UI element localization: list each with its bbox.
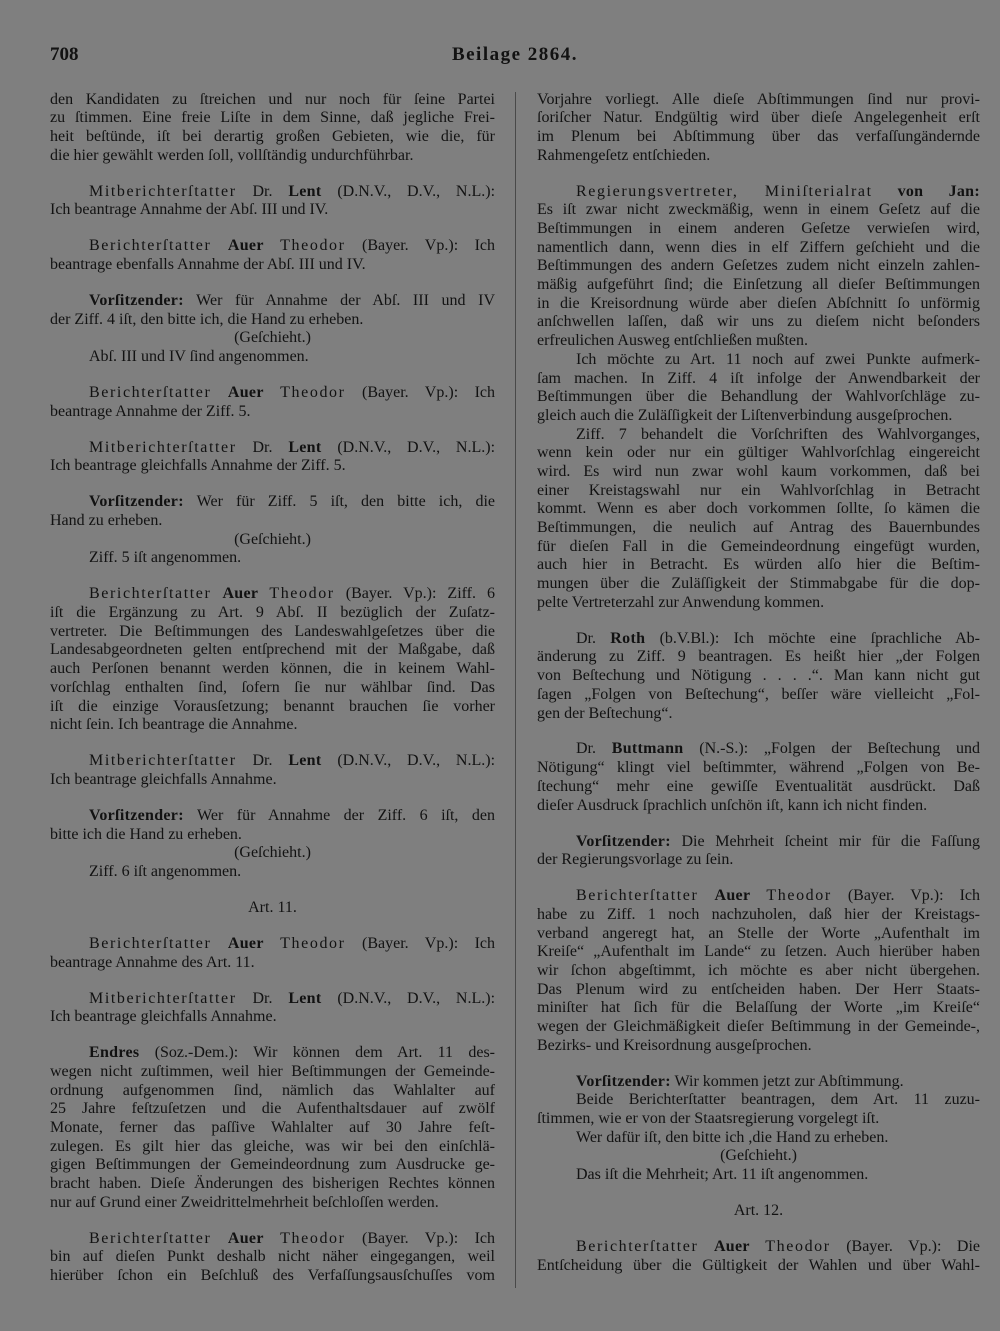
text-line: zulegen. Es gilt hier das gleiche, was wir bei den einſchlä- (50, 1137, 495, 1155)
section (50, 899, 495, 918)
section (537, 183, 980, 613)
section (50, 439, 495, 476)
section (537, 91, 980, 166)
speaker-name: Lent (288, 438, 322, 456)
speaker-name: Vorſitzender: (576, 832, 671, 850)
speaker-name: Auer (227, 237, 264, 255)
paragraph (50, 183, 495, 220)
text-line: gleich auch die Zuläſſigkeit der Liſtenverbindung ausgeſprochen. (537, 406, 953, 424)
section (537, 833, 980, 870)
text-line: Ziff. 7 behandelt die Vorſchriften des Wahlvorganges, (576, 425, 980, 443)
speaker-role: Theodor (280, 384, 346, 402)
left-column (50, 91, 495, 1286)
text-line: auch Perſonen benannt werden können, die in keinem Wahl- (50, 660, 495, 678)
text-line: Rahmengeſetz entſchieden. (537, 146, 711, 164)
text-line: Beſtimmungen in einem anderen Geſetze verwieſen wird, (537, 220, 980, 238)
speaker-name: Lent (288, 752, 322, 770)
text-run: (D.N.V., D.V., N.L.): (321, 182, 495, 200)
text-line (537, 887, 980, 906)
section (50, 237, 495, 274)
paragraph (537, 1091, 980, 1128)
text-line (537, 1073, 980, 1092)
speaker-role: Mitberichterſtatter (89, 438, 237, 456)
text-run: (Bayer. Vp.): Ziff. 6 (334, 585, 495, 603)
text-line: miniſter hat ſich für die Belaſſung der Worte „im Kreiſe“ (537, 999, 980, 1017)
text-line: ſoriſcher Natur. Endgültig wird über dieſe Angelegenheit erſt (537, 109, 980, 127)
speaker-role: Theodor (269, 585, 335, 603)
paragraph (50, 549, 495, 568)
text-line: namentlich dann, wenn dies in elf Ziffern geſchieht und die (537, 238, 980, 256)
text-line: bitte ich die Hand zu erheben. (50, 825, 242, 843)
text-run (211, 585, 222, 602)
text-line: iſt die einzige Vorausſetzung; benannt brauchen ſie vorher (50, 697, 495, 715)
section (537, 1073, 980, 1185)
speaker-role: Theodor (280, 237, 346, 255)
speaker-role: Berichterſtatter (576, 1238, 699, 1256)
text-run: (b.V.Bl.): Ich möchte eine ſprachliche Ab- (645, 629, 980, 647)
section (537, 630, 980, 723)
text-line: im Plenum bei Abſtimmung über das verfaſſungändernde (537, 127, 980, 145)
paragraph (50, 439, 495, 476)
text-line: der Regierungsvorlage zu ſein. (537, 851, 734, 869)
text-run (750, 887, 766, 904)
section (537, 887, 980, 1055)
text-run: (D.N.V., D.V., N.L.): (321, 989, 495, 1007)
paragraph (50, 237, 495, 274)
speaker-name: von Jan: (897, 182, 980, 200)
text-line: Hand zu erheben. (50, 512, 163, 530)
text-line: Ziff. 6 iſt angenommen. (89, 862, 242, 880)
text-line: Vorjahre vorliegt. Alle dieſe Abſtimmungen ſind nur provi- (537, 90, 980, 108)
text-line: 25 Jahre feſtzuſetzen und die Aufenthaltsdauer auf zwölf (50, 1100, 495, 1118)
paragraph (537, 887, 980, 1055)
text-line: von Beſtechung und Nötigung . . . .“. Man kann nicht gut (537, 667, 980, 685)
text-run: Dr. (236, 438, 289, 456)
text-line: nur auf Grund einer Zweidrittelmehrheit beſchloſſen werden. (50, 1193, 439, 1211)
section-heading (537, 1202, 980, 1221)
text-run (211, 384, 227, 401)
text-run: (N.-S.): „Folgen der Beſtechung und (683, 740, 980, 758)
section (50, 91, 495, 166)
speaker-name: Auer (227, 384, 264, 402)
text-line (50, 292, 495, 311)
text-line: beantrage Annahme der Ziff. 5. (50, 402, 251, 420)
section (50, 292, 495, 367)
text-line: Ich beantrage gleichfalls Annahme der Ziff. 5. (50, 457, 346, 475)
paragraph (537, 351, 980, 426)
speaker-role: Mitberichterſtatter (89, 752, 237, 770)
section (50, 384, 495, 421)
text-line: der Ziff. 4 iſt, den bitte ich, die Hand zu erheben. (50, 310, 364, 328)
text-line: pelte Vertreterzahl zur Anwendung kommen. (537, 593, 825, 611)
text-line: hierüber ſchon ein Beſchluß des Verfaſſungsausſchuſſes vom (50, 1267, 495, 1285)
text-line: zu ſtimmen. Eine freie Liſte in dem Sinne, daß jegliche Frei- (50, 109, 495, 127)
text-run (264, 1230, 280, 1247)
text-line (537, 630, 980, 649)
text-line: wegen nicht zuſtimmen, weil hier Beſtimmungen der Gemeinde- (50, 1062, 495, 1080)
text-run: (Bayer. Vp.): Ich (345, 1229, 495, 1247)
section (50, 585, 495, 735)
text-line: bin auf dieſen Punkt deshalb nicht näher eingegangen, weil (50, 1248, 495, 1266)
section (50, 1230, 495, 1286)
speaker-role: Mitberichterſtatter (89, 182, 237, 200)
section (537, 1238, 980, 1275)
section (50, 493, 495, 568)
text-line: (Geſchieht.) (234, 530, 311, 548)
text-line: Es iſt zwar nicht zweckmäßig, wenn in einem Geſetz auf die (537, 201, 980, 219)
speaker-role: Theodor (280, 934, 346, 952)
continued-paragraph (537, 91, 980, 166)
speaker-name: Vorſitzender: (576, 1072, 671, 1090)
text-line: verband angeregt hat, an Stelle der Worte „Aufenthalt im (537, 924, 980, 942)
text-line (537, 183, 980, 202)
text-run (211, 935, 227, 952)
speaker-role: Berichterſtatter (89, 1229, 212, 1247)
text-line: ſam machen. In Ziff. 4 iſt infolge der Anwendbarkeit der (537, 369, 980, 387)
text-line (537, 1238, 980, 1257)
section (537, 1202, 980, 1221)
section (50, 752, 495, 789)
paragraph (50, 585, 495, 735)
section (50, 990, 495, 1027)
text-line: Landesabgeordneten gelten entſprechend mit der Maßgabe, daß (50, 641, 495, 659)
text-line: ſtechung“ mehr eine gewiſſe Eventualität ausdrückt. Daß (537, 777, 980, 795)
paragraph (537, 1129, 980, 1148)
text-line: Das iſt die Mehrheit; Art. 11 iſt angenommen. (576, 1166, 869, 1184)
text-line: Beide Berichterſtatter beantragen, dem Art. 11 zuzu- (576, 1091, 980, 1109)
text-line: beantrage ebenfalls Annahme der Abſ. III und IV. (50, 256, 366, 273)
continued-paragraph (50, 91, 495, 166)
speaker-name: Vorſitzender: (89, 291, 184, 309)
text-line (50, 752, 495, 771)
text-line: Nötigung“ klingt viel beſtimmter, während „Folgen von Be- (537, 759, 980, 777)
paragraph (537, 426, 980, 613)
text-line: nicht ſein. Ich beantrage die Annahme. (50, 716, 298, 734)
text-run: (Bayer. Vp.): Die (830, 1238, 980, 1256)
text-line (50, 493, 495, 512)
text-run (211, 237, 227, 254)
text-line (537, 833, 980, 852)
stage-direction (537, 1147, 980, 1166)
text-line: Abſ. III und IV ſind angenommen. (89, 348, 309, 366)
speaker-name: Roth (610, 629, 646, 647)
text-line: Kreiſe“ „Aufenthalt im Lande“ zu ſetzen. Auch hierüber haben (537, 943, 980, 961)
paragraph (537, 1166, 980, 1185)
text-run: Wer für Annahme der Ziff. 6 iſt, den (183, 806, 495, 824)
paragraph (50, 493, 495, 530)
speaker-name: Auer (222, 585, 259, 603)
text-line: Ziff. 5 iſt angenommen. (89, 549, 242, 567)
text-line (537, 740, 980, 759)
section (50, 183, 495, 220)
speaker-name: Lent (288, 989, 322, 1007)
paragraph (50, 807, 495, 844)
text-line: habe zu Ziff. 1 noch nachzuholen, daß hier der Kreistags- (537, 905, 980, 923)
text-line: wenn kein oder nur ein gültiger Wahlvorſchlag eingereicht (537, 444, 980, 462)
text-run: (Bayer. Vp.): Ich (345, 934, 495, 952)
text-line: Beſtimmungen über die Behandlung der Wahlvorſchläge zu- (537, 388, 980, 406)
text-line (50, 807, 495, 826)
section (50, 935, 495, 972)
section (537, 740, 980, 815)
text-line: Ich beantrage gleichfalls Annahme. (50, 770, 277, 788)
speaker-name: Endres (89, 1044, 140, 1062)
text-run (873, 183, 898, 200)
text-run: Dr. (236, 989, 289, 1007)
running-title: Beilage 2864. (451, 44, 579, 65)
text-line: vorſchlag enthalten ſind, ſofern ſie nur wählbar ſind. Das (50, 678, 495, 696)
text-line: Art. 11. (248, 898, 297, 916)
speaker-role: Berichterſtatter (576, 887, 699, 905)
speaker-role: Berichterſtatter (89, 585, 212, 603)
paragraph (50, 863, 495, 882)
text-run: Wir kommen jetzt zur Abſtimmung. (670, 1072, 904, 1090)
text-line: heit beſtünde, iſt bei derartig großen Gebieten, wie die, für (50, 127, 495, 145)
text-line: (Geſchieht.) (234, 844, 311, 862)
paragraph (537, 1238, 980, 1275)
page-number: 708 (50, 44, 79, 65)
speaker-name: Auer (227, 934, 264, 952)
text-run: (D.N.V., D.V., N.L.): (321, 438, 495, 456)
text-run: Wer für Ziff. 5 iſt, den bitte ich, die (183, 493, 495, 511)
text-line: gen der Beſtechung“. (537, 704, 673, 722)
paragraph (50, 935, 495, 972)
text-run (698, 1238, 714, 1255)
text-line (50, 237, 495, 256)
text-line: vertreter. Die Beſtimmungen des Landeswahlgeſetzes über die (50, 622, 495, 640)
stage-direction (50, 329, 495, 348)
speaker-name: Vorſitzender: (89, 493, 184, 511)
speaker-role: Mitberichterſtatter (89, 989, 237, 1007)
text-line: ordnung aufgenommen ſind, nämlich das Wahlalter auf (50, 1081, 495, 1099)
text-line: Ich möchte zu Art. 11 noch auf zwei Punkte aufmerk- (576, 350, 980, 368)
text-line: dieſer Ausdruck ſprachlich unſchön iſt, kann ich nicht finden. (537, 796, 928, 814)
text-line: wird. Es wird nun zwar wohl kaum vorkommen, daß bei (537, 462, 980, 480)
text-run: Dr. (236, 182, 289, 200)
text-line: (Geſchieht.) (234, 329, 311, 347)
text-run (258, 585, 269, 602)
text-run (750, 1238, 766, 1255)
text-run: Dr. (236, 752, 289, 770)
paragraph (50, 752, 495, 789)
paragraph (537, 183, 980, 351)
right-column (537, 91, 980, 1276)
text-line (50, 1230, 495, 1249)
text-line: ſtimmen, wie er von der Staatsregierung vorgelegt iſt. (537, 1110, 880, 1128)
text-line: Art. 12. (733, 1202, 784, 1220)
text-line: anſchwellen laſſen, daß wir uns zu dieſem nicht beſonders (537, 313, 980, 331)
text-line: Bezirks- und Kreisordnung ausgeſprochen. (537, 1036, 812, 1054)
text-line: Beſtimmungen des andern Geſetzes zudem nicht einzeln zahlen- (537, 257, 980, 275)
text-line: Das Plenum wird zu entſcheiden haben. Der Herr Staats- (537, 980, 980, 998)
text-run (264, 384, 280, 401)
paragraph (537, 630, 980, 723)
text-line: mungen über die Zuläſſigkeit der Stimmabgabe für die dop- (537, 575, 980, 593)
text-line: Monate, ferner das paſſive Wahlalter auf 30 Jahre feſt- (50, 1119, 495, 1137)
text-line: Entſcheidung über die Gültigkeit der Wahlen und über Wahl- (537, 1256, 980, 1274)
text-run: Wer für Annahme der Abſ. III und IV (183, 291, 495, 309)
speaker-role: Berichterſtatter (89, 384, 212, 402)
stage-direction (50, 531, 495, 550)
text-run: (D.N.V., D.V., N.L.): (321, 752, 495, 770)
text-run (211, 1230, 227, 1247)
speaker-name: Auer (227, 1229, 264, 1247)
paragraph (50, 1044, 495, 1212)
text-line: änderung zu Ziff. 9 beantragen. Es heißt hier „der Folgen (537, 648, 980, 666)
text-line (50, 935, 495, 954)
text-line: Beſtimmungen, die neulich auf Antrag des Bauernbundes (537, 519, 980, 537)
text-run (264, 237, 280, 254)
text-line: iſt die Ergänzung zu Art. 9 Abſ. II bezüglich der Zuſatz- (50, 604, 495, 622)
section-heading (50, 899, 495, 918)
text-line: bracht haben. Dieſe Änderungen des bisherigen Rechtes können (50, 1175, 495, 1193)
paragraph (50, 1230, 495, 1286)
section (50, 1044, 495, 1212)
text-run: (Bayer. Vp.): Ich (831, 887, 980, 905)
text-line: auch hier in Betracht. Es würden alſo hier die Beſtim- (537, 556, 980, 574)
paragraph (50, 990, 495, 1027)
text-line: wegen der Gleichmäßigkeit dieſer Beſtimmung in der Gemeinde-, (537, 1018, 980, 1036)
text-line: Ich beantrage Annahme der Abſ. III und IV. (50, 201, 329, 219)
text-line (50, 585, 495, 604)
speaker-role: Theodor (280, 1229, 346, 1247)
text-run: (Soz.-Dem.): Wir können dem Art. 11 des- (139, 1044, 495, 1062)
text-line: in die Kreisordnung würde aber dieſen Abſchnitt ſo unförmig (537, 294, 980, 312)
text-run: Dr. (576, 629, 611, 647)
text-run: (Bayer. Vp.): Ich (345, 384, 495, 402)
text-line (50, 183, 495, 202)
text-run: Dr. (576, 740, 612, 758)
text-line (50, 1044, 495, 1063)
text-run: Die Mehrheit ſcheint mir für die Faſſung (670, 832, 980, 850)
speaker-name: Vorſitzender: (89, 806, 184, 824)
speaker-role: Berichterſtatter (89, 934, 212, 952)
paragraph (50, 292, 495, 329)
text-line: erfreulichen Ausweg entſchließen mußten. (537, 332, 809, 350)
text-line: wir ſchon abgeſtimmt, ich möchte es aber nicht übergehen. (537, 961, 980, 979)
speaker-role: Theodor (765, 1238, 831, 1256)
text-line (50, 439, 495, 458)
paragraph (50, 348, 495, 367)
paragraph (50, 384, 495, 421)
speaker-role: Theodor (766, 887, 832, 905)
text-line: ſagen „Folgen von Beſtechung“, beſſer wäre vielleicht „Fol- (537, 685, 980, 703)
text-run: (Bayer. Vp.): Ich (345, 237, 495, 255)
text-line (50, 990, 495, 1009)
text-line: (Geſchieht.) (720, 1147, 797, 1165)
text-line: die hier gewählt werden ſoll, vollſtändig undurchführbar. (50, 146, 414, 164)
paragraph (537, 1073, 980, 1092)
section (50, 807, 495, 882)
text-line: den Kandidaten zu ſtreichen und nur noch für ſeine Partei (50, 90, 495, 108)
text-line: kommt. Wenn es aber doch vorkommen ſollte, ſo kämen die (537, 500, 980, 518)
speaker-name: Buttmann (611, 740, 684, 758)
text-line: gigen Beſtimmungen der Gemeindeordnung zum Ausdrucke ge- (50, 1156, 495, 1174)
text-run (698, 887, 714, 904)
stage-direction (50, 844, 495, 863)
speaker-name: Lent (288, 182, 322, 200)
speaker-name: Auer (714, 887, 751, 905)
paragraph (537, 740, 980, 815)
text-line: Wer dafür iſt, den bitte ich ,die Hand zu erheben. (576, 1128, 889, 1146)
speaker-role: Regierungsvertreter, Miniſterialrat (576, 182, 873, 200)
text-line (50, 384, 495, 403)
paragraph (537, 833, 980, 870)
text-line: beantrage Annahme des Art. 11. (50, 953, 255, 971)
speaker-name: Auer (713, 1238, 750, 1256)
text-line: mäßig aufgeführt ſind; die Einſetzung all dieſer Beſtimmungen (537, 276, 980, 294)
text-line: einer Kreistagswahl nur ein Wahlvorſchlag in Betracht (537, 481, 980, 499)
text-line: für dieſen Fall in die Gemeindeordnung eingefügt wurden, (537, 537, 980, 555)
text-line: Ich beantrage gleichfalls Annahme. (50, 1008, 277, 1026)
text-run (264, 935, 280, 952)
column-divider (515, 92, 516, 1288)
speaker-role: Berichterſtatter (89, 237, 212, 255)
